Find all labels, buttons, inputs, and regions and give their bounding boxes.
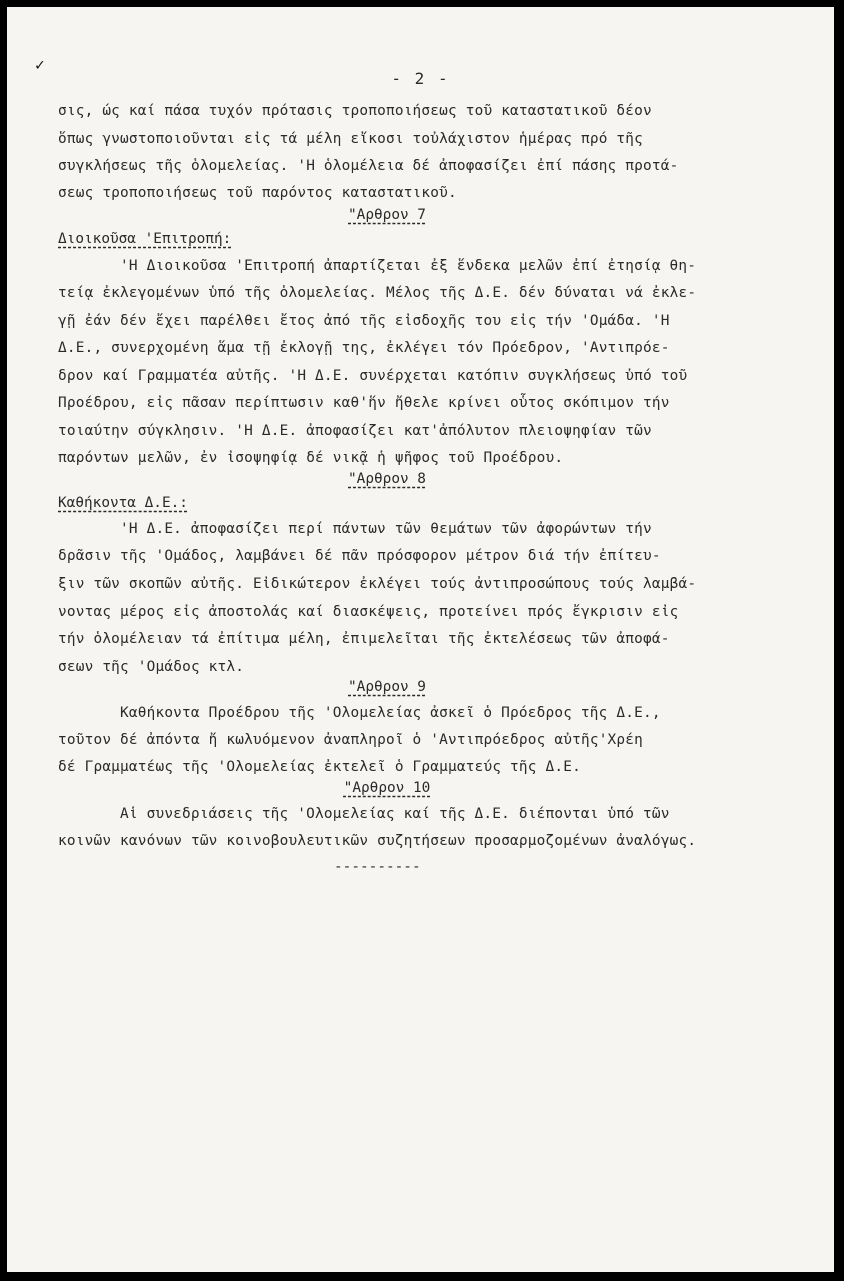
text-line: παρόντων μελῶν, ἐν ἰσοψηφίᾳ δέ νικᾷ ἡ ψῆφος τοῦ Προέδρου. xyxy=(58,450,564,466)
article-heading: "Αρθρον 9 xyxy=(348,679,426,695)
text-line: τείᾳ ἐκλεγομένων ὑπό τῆς ὁλομελείας. Μέλος τῆς Δ.Ε. δέν δύναται νά ἐκλε- xyxy=(58,285,697,301)
text-line: τήν ὁλομέλειαν τά ἐπίτιμα μέλη, ἐπιμελεῖται τῆς ἐκτελέσεως τῶν ἀποφά- xyxy=(58,631,670,647)
end-rule: ---------- xyxy=(334,859,421,875)
article-heading: "Αρθρον 8 xyxy=(348,471,426,487)
document-page xyxy=(7,7,834,1272)
text-line: 'Η Διοικοῦσα 'Επιτροπή ἀπαρτίζεται ἐξ ἕνδεκα μελῶν ἐπί ἐτησίᾳ θη- xyxy=(120,258,697,274)
section-subtitle: Καθήκοντα Δ.Ε.: xyxy=(58,495,188,511)
page-number: - 2 - xyxy=(391,69,450,88)
text-line: ξιν τῶν σκοπῶν αὐτῆς. Εἰδικώτερον ἐκλέγει τούς ἀντιπροσώπους τούς λαμβά- xyxy=(58,576,697,592)
text-line: σις, ώς καί πάσα τυχόν πρότασις τροποποιήσεως τοῦ καταστατικοῦ δέον xyxy=(58,103,652,119)
ink-speck: ✓ xyxy=(35,55,45,74)
text-line: κοινῶν κανόνων τῶν κοινοβουλευτικῶν συζητήσεων προσαρμοζομένων ἀναλόγως. xyxy=(58,833,697,849)
text-line: δέ Γραμματέως τῆς 'Ολομελείας ἐκτελεῖ ὁ Γραμματεύς τῆς Δ.Ε. xyxy=(58,759,581,775)
text-line: Προέδρου, εἰς πᾶσαν περίπτωσιν καθ'ἥν ἤθελε κρίνει οὗτος σκόπιμον τήν xyxy=(58,395,670,411)
text-line: νοντας μέρος εἰς ἀποστολάς καί διασκέψεις, προτείνει πρός ἔγκρισιν εἰς xyxy=(58,604,679,620)
text-line: 'Η Δ.Ε. ἀποφασίζει περί πάντων τῶν θεμάτων τῶν ἀφορώντων τήν xyxy=(120,521,652,537)
text-line: τοιαύτην σύγκλησιν. 'Η Δ.Ε. ἀποφασίζει κατ'ἀπόλυτον πλειοψηφίαν τῶν xyxy=(58,423,652,439)
text-line: σεως τροποποιήσεως τοῦ παρόντος καταστατικοῦ. xyxy=(58,185,457,201)
article-heading: "Αρθρον 7 xyxy=(348,207,426,223)
text-line: δρον καί Γραμματέα αὐτῆς. 'Η Δ.Ε. συνέρχεται κατόπιν συγκλήσεως ὑπό τοῦ xyxy=(58,368,688,384)
section-subtitle: Διοικοῦσα 'Επιτροπή: xyxy=(58,231,232,247)
article-heading: "Αρθρον 10 xyxy=(343,780,431,796)
text-line: σεων τῆς 'Ομάδος κτλ. xyxy=(58,659,245,675)
text-line: ὅπως γνωστοποιοῦνται εἰς τά μέλη εἴκοσι τοὐλάχιστον ἡμέρας πρό τῆς xyxy=(58,131,644,147)
text-line: Αἱ συνεδριάσεις τῆς 'Ολομελείας καί τῆς Δ.Ε. διέπονται ὑπό τῶν xyxy=(120,806,670,822)
text-line: Καθήκοντα Προέδρου τῆς 'Ολομελείας ἀσκεῖ ὁ Πρόεδρος τῆς Δ.Ε., xyxy=(120,705,661,721)
text-line: τοῦτον δέ ἀπόντα ἤ κωλυόμενον ἀναπληροῖ ὁ 'Αντιπρόεδρος αὐτῆς'Χρέη xyxy=(58,732,644,748)
text-line: δρᾶσιν τῆς 'Ομάδος, λαμβάνει δέ πᾶν πρόσφορον μέτρον διά τήν ἐπίτευ- xyxy=(58,548,661,564)
text-line: συγκλήσεως τῆς ὁλομελείας. 'Η ὁλομέλεια δέ ἀποφασίζει ἐπί πάσης προτά- xyxy=(58,158,679,174)
text-line: γῇ ἐάν δέν ἔχει παρέλθει ἔτος ἀπό τῆς εἰσδοχῆς του εἰς τήν 'Ομάδα. 'Η xyxy=(58,313,670,329)
text-line: Δ.Ε., συνερχομένη ἅμα τῇ ἐκλογῇ της, ἐκλέγει τόν Πρόεδρον, 'Αντιπρόε- xyxy=(58,340,670,356)
